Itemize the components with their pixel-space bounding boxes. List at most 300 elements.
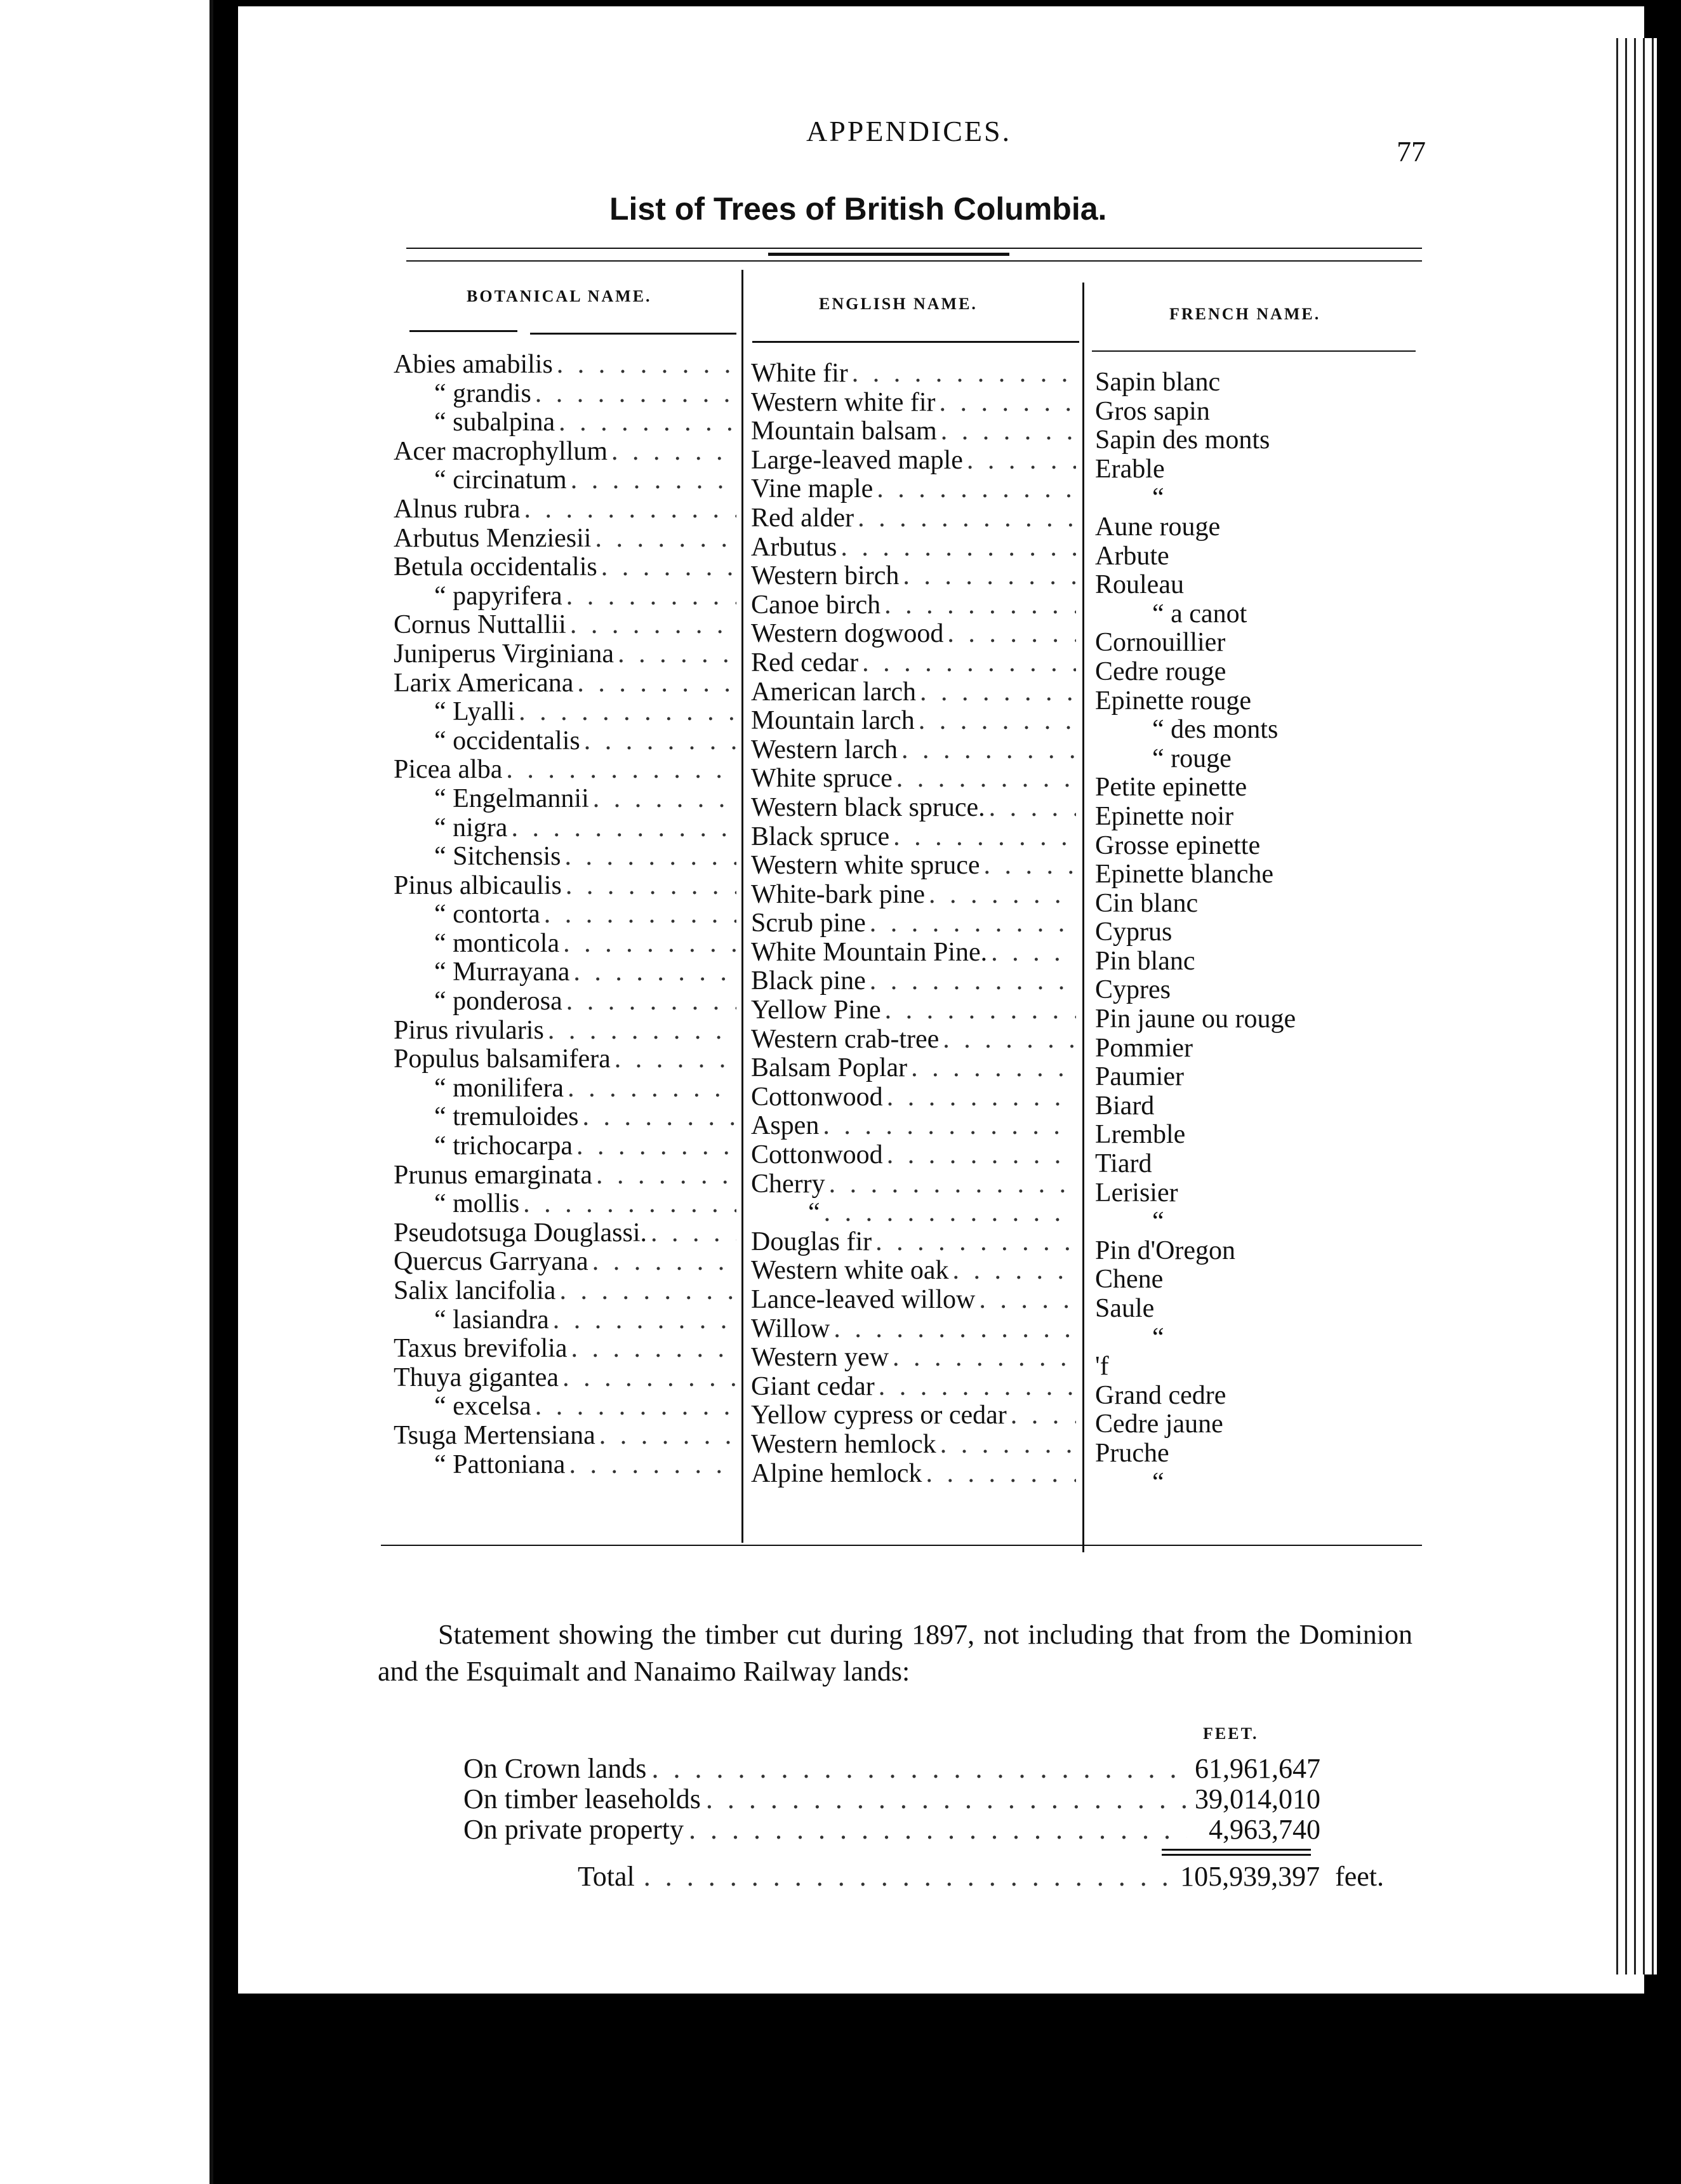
- english-name-row: [751, 1199, 1076, 1228]
- french-name-row: [1095, 513, 1419, 542]
- column-divider-2: [1082, 283, 1084, 1552]
- french-name-row: [1095, 802, 1419, 832]
- botanical-name-row-text: Taxus brevifolia: [394, 1335, 568, 1364]
- french-name-row: [1095, 1034, 1419, 1063]
- french-name-row: [1095, 687, 1419, 716]
- dot-leader: [549, 1306, 736, 1335]
- timber-total-row: [578, 1859, 1384, 1894]
- botanical-name-row: [394, 1422, 736, 1451]
- botanical-name-row: [394, 814, 736, 843]
- english-name-row: [751, 851, 1076, 881]
- english-name-row: [751, 678, 1076, 707]
- english-name-row: [751, 1083, 1076, 1112]
- english-name-row: [751, 649, 1076, 678]
- timber-row-value: 39,014,010: [1195, 1783, 1320, 1814]
- dot-leader: [883, 1141, 1076, 1170]
- total-unit: feet.: [1335, 1861, 1384, 1892]
- dot-leader: [893, 764, 1076, 794]
- french-name-row-text: Biard: [1095, 1091, 1155, 1121]
- french-name-row: [1095, 455, 1419, 484]
- english-name-row-text: Douglas fir: [751, 1227, 872, 1256]
- dot-leader: [592, 1161, 736, 1190]
- french-name-row-text: Saule: [1095, 1295, 1155, 1323]
- french-name-row-text: 'f: [1095, 1352, 1109, 1382]
- english-name-row-text: “: [808, 1199, 820, 1228]
- english-name-row-text: Scrub pine: [751, 909, 866, 938]
- dot-leader: [611, 1045, 736, 1074]
- dot-leader: [573, 1132, 736, 1161]
- total-label: Total: [578, 1861, 635, 1892]
- dot-leader: [565, 1451, 736, 1480]
- dot-leader: [889, 823, 1076, 852]
- english-name-row-text: Black pine: [751, 967, 866, 996]
- english-name-row-text: Lance-leaved willow: [751, 1286, 976, 1314]
- english-name-row-text: Western white fir: [751, 388, 936, 417]
- dot-leader: [566, 611, 736, 640]
- column-divider-1: [741, 270, 743, 1543]
- feet-column-header: FEET.: [1203, 1724, 1259, 1743]
- english-name-row: [751, 996, 1076, 1025]
- english-name-row: [751, 823, 1076, 852]
- french-name-row-text: Aune rouge: [1095, 512, 1221, 542]
- french-name-row: [1095, 571, 1419, 600]
- french-name-row-text: “: [1152, 484, 1164, 513]
- botanical-name-row-text: Pirus rivularis: [394, 1016, 544, 1045]
- french-name-row-text: Pin d'Oregon: [1095, 1236, 1236, 1265]
- header-underline-botanical-a: [409, 330, 517, 332]
- botanical-name-row: [394, 1306, 736, 1335]
- english-name-row: [751, 446, 1076, 476]
- dot-leader: [825, 1170, 1076, 1199]
- botanical-name-row-text: “ nigra: [434, 813, 508, 842]
- dot-leader: [559, 1364, 736, 1393]
- english-name-row: [751, 504, 1076, 533]
- botanical-name-row-text: “ trichocarpa: [434, 1132, 573, 1161]
- french-name-row: [1095, 658, 1419, 687]
- dot-leader: [588, 1248, 736, 1277]
- english-name-row-text: Yellow cypress or cedar: [751, 1401, 1007, 1430]
- english-name-row: [751, 1112, 1076, 1141]
- french-name-row-text: Epinette rouge: [1095, 686, 1252, 716]
- dot-leader: [591, 524, 736, 554]
- timber-row-private-property: [463, 1814, 1320, 1845]
- french-name-row-text: Gros sapin: [1095, 397, 1210, 426]
- botanical-name-row: [394, 1392, 736, 1422]
- english-name-row-text: Red cedar: [751, 648, 859, 677]
- botanical-name-row-text: Alnus rubra: [394, 495, 521, 524]
- dot-leader: [555, 408, 736, 437]
- botanical-name-row-text: “ Engelmannii: [434, 784, 589, 813]
- dot-leader: [507, 814, 736, 843]
- english-name-row: [751, 1256, 1076, 1286]
- botanical-name-row: [394, 1190, 736, 1219]
- botanical-name-row-text: “ tremuloides: [434, 1103, 579, 1132]
- dot-leader: [559, 929, 736, 959]
- dot-leader: [578, 1103, 736, 1132]
- english-name-row-text: White fir: [751, 359, 848, 388]
- english-name-row: [751, 1460, 1076, 1489]
- french-name-row-text: “: [1152, 1323, 1164, 1352]
- english-name-row: [751, 591, 1076, 620]
- english-name-row: [751, 1286, 1076, 1315]
- french-name-row-text: Paumier: [1095, 1063, 1184, 1092]
- dot-leader: [907, 1054, 1076, 1083]
- english-name-row-text: Western yew: [751, 1343, 889, 1373]
- english-name-row-text: Western crab-tree: [751, 1025, 940, 1054]
- french-name-row-text: Cornouillier: [1095, 629, 1226, 658]
- dot-leader: [562, 987, 736, 1016]
- dot-leader: [872, 1228, 1076, 1257]
- botanical-name-row: [394, 466, 736, 495]
- botanical-name-row: [394, 408, 736, 437]
- english-name-row: [751, 1343, 1076, 1373]
- dot-leader: [963, 446, 1076, 476]
- english-name-row: [751, 1401, 1076, 1430]
- botanical-name-row: [394, 958, 736, 987]
- english-name-row: [751, 1373, 1076, 1402]
- dot-leader: [595, 1422, 736, 1451]
- french-name-row: [1095, 860, 1419, 889]
- dot-leader: [580, 727, 736, 756]
- french-name-row-text: Chene: [1095, 1265, 1164, 1295]
- dot-leader: [987, 938, 1076, 968]
- dot-leader: [883, 1083, 1076, 1112]
- dot-leader: [899, 562, 1076, 591]
- botanical-name-row: [394, 495, 736, 524]
- english-name-row: [751, 1054, 1076, 1083]
- english-name-row-text: Yellow Pine: [751, 996, 881, 1025]
- total-value: 105,939,397: [1180, 1861, 1320, 1892]
- english-name-row-text: Western hemlock: [751, 1430, 936, 1459]
- dot-leader: [975, 1286, 1076, 1315]
- page-number: 77: [1397, 135, 1426, 168]
- botanical-name-column: [394, 350, 736, 1479]
- french-name-row-text: Sapin blanc: [1095, 368, 1221, 397]
- english-name-row-text: Western white oak: [751, 1256, 949, 1286]
- botanical-name-row: [394, 611, 736, 640]
- dot-leader: [873, 475, 1076, 504]
- english-name-row: [751, 1228, 1076, 1257]
- english-name-row-text: Red alder: [751, 503, 854, 533]
- dot-leader: [544, 1016, 736, 1046]
- english-name-row-text: Alpine hemlock: [751, 1459, 922, 1488]
- dot-leader: [608, 437, 736, 467]
- french-name-row: [1095, 1382, 1419, 1411]
- french-name-row: [1095, 918, 1419, 947]
- french-name-row-text: “ rouge: [1152, 744, 1232, 773]
- french-name-row: [1095, 1324, 1419, 1353]
- dot-leader: [939, 1025, 1076, 1055]
- english-name-row-text: Western white spruce: [751, 851, 980, 881]
- timber-row-crown-lands: [463, 1754, 1320, 1784]
- english-name-row-text: White Mountain Pine.: [751, 938, 988, 967]
- french-name-row: [1095, 1237, 1419, 1266]
- french-name-row: [1095, 976, 1419, 1005]
- dot-leader: [937, 417, 1076, 446]
- dot-leader: [949, 1256, 1076, 1286]
- french-name-row: [1095, 600, 1419, 629]
- dot-leader: [820, 1199, 1076, 1228]
- english-name-row-text: Western black spruce.: [751, 793, 985, 822]
- french-name-row-text: Erable: [1095, 455, 1165, 484]
- botanical-name-row-text: “ monticola: [434, 929, 560, 958]
- english-name-row: [751, 620, 1076, 649]
- botanical-name-row: [394, 1161, 736, 1190]
- french-name-row-text: Arbute: [1095, 542, 1169, 571]
- english-name-row: [751, 967, 1076, 996]
- botanical-name-row: [394, 727, 736, 756]
- french-name-row-text: Lerisier: [1095, 1178, 1178, 1208]
- timber-row-value: 61,961,647: [1195, 1753, 1320, 1784]
- botanical-name-row: [394, 524, 736, 554]
- botanical-name-row: [394, 350, 736, 380]
- english-name-row-text: Giant cedar: [751, 1372, 875, 1401]
- french-name-row: [1095, 1005, 1419, 1034]
- botanical-name-row: [394, 1451, 736, 1480]
- botanical-name-row-text: Acer macrophyllum: [394, 437, 608, 466]
- botanical-name-row-text: “ contorta: [434, 900, 540, 929]
- dot-leader: [980, 851, 1077, 881]
- french-name-row-text: Rouleau: [1095, 571, 1184, 600]
- table-bottom-rule: [381, 1545, 1422, 1546]
- botanical-name-row-text: Betula occidentalis: [394, 553, 597, 582]
- dot-leader: [597, 553, 736, 582]
- botanical-name-row: [394, 1335, 736, 1364]
- botanical-name-row: [394, 872, 736, 901]
- french-name-row: [1095, 889, 1419, 919]
- english-name-row-text: Black spruce: [751, 822, 890, 851]
- column-header-french: FRENCH NAME.: [1169, 305, 1321, 323]
- timber-statement: Statement showing the timber cut during 1897, not including that from the Dominion and the Esquimalt and Nanaimo Railway lands:: [378, 1619, 1412, 1687]
- french-name-row-text: Epinette blanche: [1095, 860, 1274, 889]
- dot-leader: [647, 1219, 736, 1248]
- botanical-name-row: [394, 756, 736, 785]
- french-name-row: [1095, 542, 1419, 571]
- dot-leader: [848, 359, 1076, 389]
- english-name-row: [751, 764, 1076, 794]
- french-name-row-text: Epinette noir: [1095, 802, 1234, 831]
- french-name-row: [1095, 1410, 1419, 1439]
- english-name-row-text: White spruce: [751, 764, 893, 794]
- botanical-name-row: [394, 987, 736, 1016]
- botanical-name-row: [394, 437, 736, 467]
- column-header-botanical: BOTANICAL NAME.: [467, 287, 652, 305]
- french-name-row: [1095, 1063, 1419, 1092]
- page-stack-edge: [1612, 38, 1657, 1974]
- dot-leader: [520, 495, 736, 524]
- dot-leader: [646, 1754, 1187, 1784]
- french-name-row: [1095, 1439, 1419, 1468]
- botanical-name-row: [394, 1103, 736, 1132]
- french-name-row: [1095, 1121, 1419, 1150]
- botanical-name-row: [394, 1364, 736, 1393]
- botanical-name-row-text: “ papyrifera: [434, 582, 562, 611]
- dot-leader: [555, 1277, 736, 1306]
- english-name-row: [751, 1315, 1076, 1344]
- top-rule-bold: [768, 253, 1009, 256]
- english-name-row-text: Mountain larch: [751, 707, 915, 736]
- dot-leader: [875, 1373, 1076, 1402]
- french-name-row: [1095, 1179, 1419, 1208]
- french-name-row-text: Grosse epinette: [1095, 831, 1261, 860]
- dot-leader: [898, 736, 1076, 765]
- dot-leader: [880, 591, 1076, 620]
- dot-leader: [866, 909, 1076, 938]
- french-name-row: [1095, 1265, 1419, 1295]
- english-name-row-text: Arbutus: [751, 533, 837, 562]
- english-name-row-text: Willow: [751, 1314, 830, 1343]
- dot-leader: [830, 1315, 1076, 1344]
- botanical-name-row-text: “ Lyalli: [434, 698, 515, 727]
- english-name-row-text: Western larch: [751, 735, 898, 764]
- french-name-row: [1095, 1150, 1419, 1179]
- dot-leader: [519, 1190, 736, 1219]
- dot-leader: [531, 380, 736, 409]
- english-name-row: [751, 1141, 1076, 1170]
- facing-page-edge: [0, 0, 213, 2184]
- french-name-row: [1095, 484, 1419, 513]
- french-name-row: [1095, 1092, 1419, 1121]
- french-name-row-text: “: [1152, 1208, 1164, 1237]
- dot-leader: [701, 1784, 1187, 1814]
- botanical-name-row-text: Juniperus Virginiana: [394, 639, 615, 669]
- botanical-name-row: [394, 785, 736, 814]
- botanical-name-row-text: Thuya gigantea: [394, 1363, 559, 1392]
- botanical-name-row-text: “ occidentalis: [434, 726, 580, 756]
- english-name-row-text: Cherry: [751, 1169, 825, 1199]
- french-name-row-text: Cypres: [1095, 976, 1171, 1005]
- english-name-row: [751, 417, 1076, 446]
- dot-leader: [540, 900, 736, 929]
- botanical-name-row-text: “ monilifera: [434, 1074, 564, 1103]
- dot-leader: [1007, 1401, 1076, 1430]
- dot-leader: [531, 1392, 736, 1422]
- english-name-row: [751, 794, 1076, 823]
- page-title: List of Trees of British Columbia.: [609, 191, 1107, 227]
- dot-leader: [562, 872, 736, 901]
- header-underline-french: [1092, 350, 1416, 352]
- english-name-row-text: Vine maple: [751, 475, 874, 504]
- dot-leader: [567, 466, 736, 495]
- dot-leader: [564, 1074, 736, 1103]
- french-name-row: [1095, 832, 1419, 861]
- botanical-name-row: [394, 900, 736, 929]
- dot-leader: [553, 350, 736, 380]
- botanical-name-row-text: “ excelsa: [434, 1392, 531, 1422]
- english-name-row-text: American larch: [751, 677, 917, 707]
- french-name-row-text: Pruche: [1095, 1439, 1169, 1468]
- dot-leader: [985, 794, 1076, 823]
- french-name-row-text: Cyprus: [1095, 918, 1173, 947]
- botanical-name-row: [394, 582, 736, 611]
- botanical-name-row: [394, 1016, 736, 1046]
- botanical-name-row: [394, 1074, 736, 1103]
- french-name-row-text: Cin blanc: [1095, 889, 1199, 918]
- dot-leader: [858, 649, 1076, 678]
- botanical-name-row: [394, 1219, 736, 1248]
- french-name-row-text: Pin jaune ou rouge: [1095, 1005, 1296, 1034]
- french-name-column: [1095, 368, 1419, 1497]
- french-name-row: [1095, 368, 1419, 397]
- botanical-name-row-text: “ grandis: [434, 379, 531, 408]
- french-name-row-text: Grand cedre: [1095, 1381, 1226, 1410]
- botanical-name-row: [394, 669, 736, 698]
- botanical-name-row-text: Quercus Garryana: [394, 1248, 588, 1277]
- botanical-name-row-text: Pseudotsuga Douglassi.: [394, 1218, 647, 1248]
- botanical-name-row-text: Populus balsamifera: [394, 1045, 611, 1074]
- timber-row-label: On private property: [463, 1814, 684, 1845]
- english-name-row: [751, 1430, 1076, 1460]
- french-name-row: [1095, 1295, 1419, 1324]
- top-rule-lower: [406, 260, 1422, 262]
- botanical-name-row-text: “ subalpina: [434, 408, 555, 437]
- french-name-row-text: “: [1152, 1468, 1164, 1497]
- dot-leader: [925, 881, 1076, 910]
- botanical-name-row-text: “ Sitchensis: [434, 842, 561, 872]
- english-name-row: [751, 359, 1076, 389]
- french-name-row: [1095, 397, 1419, 427]
- dot-leader: [515, 698, 736, 727]
- botanical-name-row-text: “ lasiandra: [434, 1305, 549, 1335]
- botanical-name-row: [394, 1045, 736, 1074]
- english-name-row: [751, 707, 1076, 736]
- dot-leader: [819, 1112, 1076, 1141]
- dot-leader: [866, 967, 1076, 996]
- dot-leader: [837, 533, 1076, 563]
- english-name-row: [751, 389, 1076, 418]
- dot-leader: [573, 669, 736, 698]
- botanical-name-row: [394, 553, 736, 582]
- botanical-name-row-text: “ mollis: [434, 1190, 520, 1219]
- english-name-row-text: White-bark pine: [751, 880, 926, 909]
- top-rule: [406, 248, 1422, 249]
- botanical-name-row-text: Cornus Nuttallii: [394, 611, 566, 640]
- timber-row-label: On Crown lands: [463, 1753, 647, 1784]
- botanical-name-row: [394, 842, 736, 872]
- english-name-row: [751, 736, 1076, 765]
- column-header-english: ENGLISH NAME.: [819, 295, 978, 313]
- dot-leader: [889, 1343, 1076, 1373]
- dot-leader: [915, 707, 1076, 736]
- total-rule-2: [1162, 1854, 1311, 1856]
- botanical-name-row-text: Salix lancifolia: [394, 1277, 556, 1305]
- french-name-row-text: “ a canot: [1152, 599, 1247, 629]
- french-name-row: [1095, 1352, 1419, 1382]
- dot-leader: [936, 389, 1076, 418]
- dot-leader: [589, 785, 736, 814]
- dot-leader: [684, 1814, 1187, 1845]
- dot-leader: [567, 1335, 736, 1364]
- french-name-row-text: Petite epinette: [1095, 773, 1247, 802]
- english-name-row-text: Cottonwood: [751, 1141, 883, 1170]
- dot-leader: [569, 958, 736, 987]
- english-name-row: [751, 533, 1076, 563]
- english-name-row-text: Large-leaved maple: [751, 446, 963, 475]
- french-name-row-text: Pin blanc: [1095, 947, 1195, 976]
- french-name-row: [1095, 426, 1419, 455]
- french-name-row-text: Pommier: [1095, 1034, 1193, 1063]
- french-name-row: [1095, 773, 1419, 802]
- english-name-row-text: Canoe birch: [751, 590, 881, 620]
- dot-leader: [635, 1859, 1180, 1894]
- french-name-row-text: “ des monts: [1152, 716, 1279, 745]
- english-name-row-text: Aspen: [751, 1112, 820, 1141]
- botanical-name-row: [394, 1132, 736, 1161]
- botanical-name-row-text: Prunus emarginata: [394, 1161, 592, 1190]
- total-rule-1: [1162, 1849, 1311, 1851]
- dot-leader: [854, 504, 1076, 533]
- botanical-name-row-text: Tsuga Mertensiana: [394, 1421, 595, 1450]
